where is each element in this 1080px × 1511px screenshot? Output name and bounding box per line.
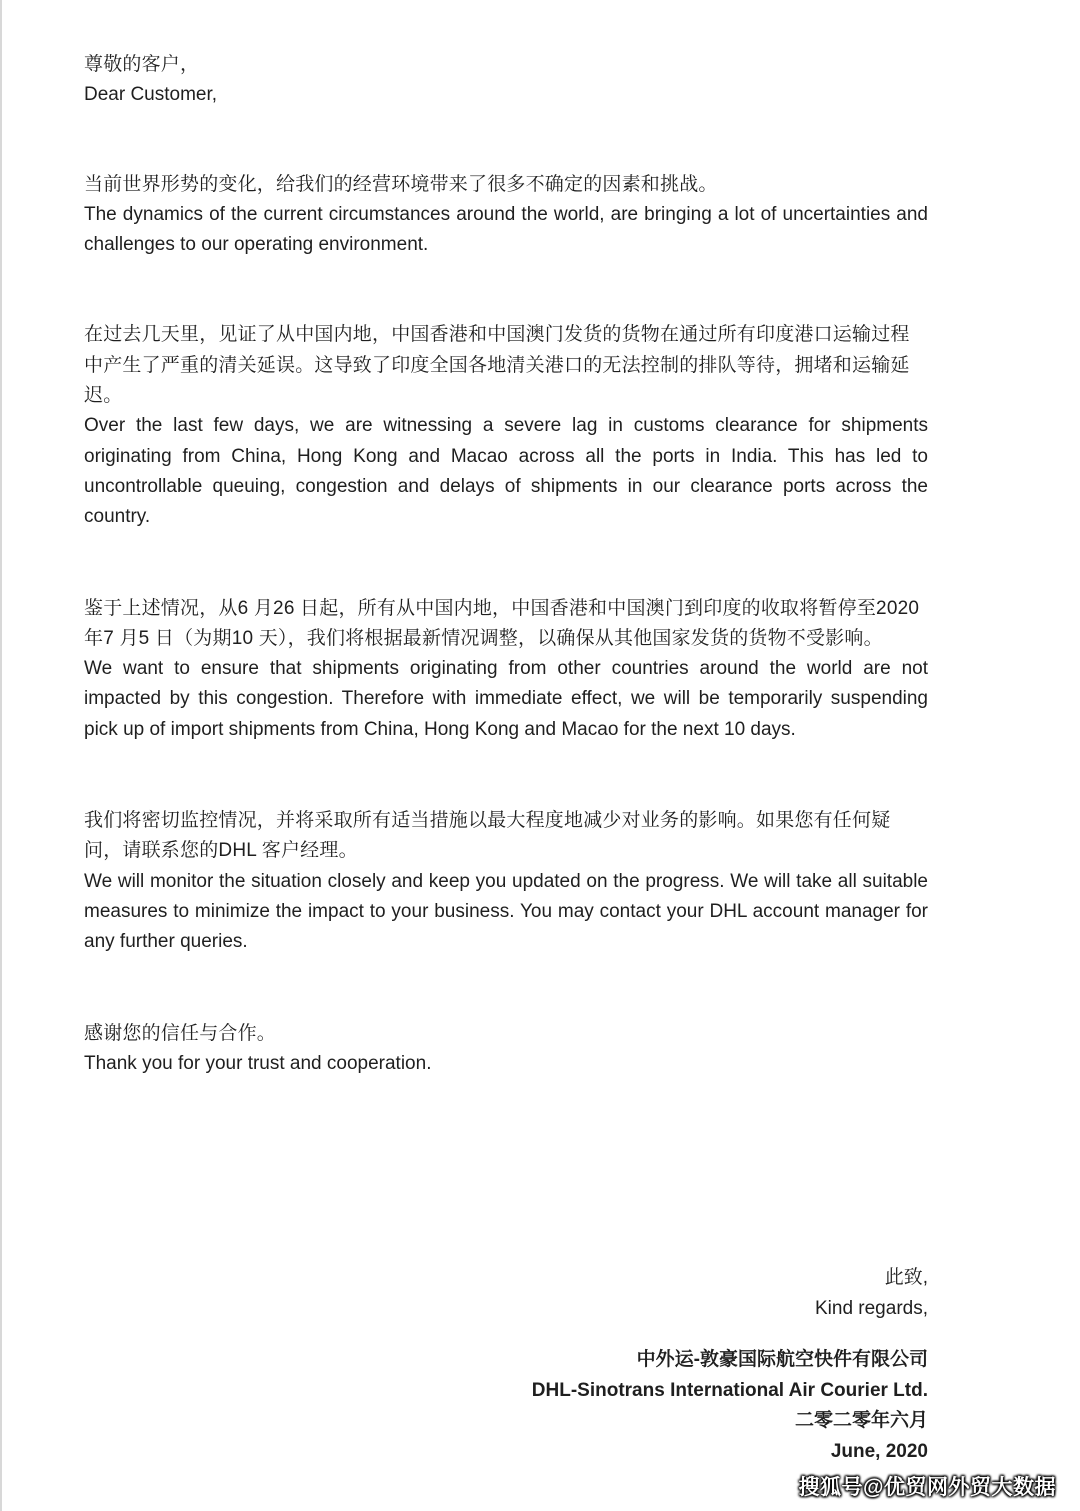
paragraph-en: Thank you for your trust and cooperation.: [84, 1052, 432, 1074]
paragraph-zh: 感谢您的信任与合作。: [84, 1022, 277, 1044]
date-en: June, 2020: [830, 1440, 928, 1462]
watermark: 搜狐号@优贸网外贸大数据: [798, 1476, 1056, 1499]
company-name-zh: 中外运-敦豪国际航空快件有限公司: [636, 1349, 928, 1370]
paragraph-customs-delay: [84, 320, 928, 532]
paragraph-en: The dynamics of the current circumstances around the world, are bringing a lot of uncertainties and challenges to our operating environment.: [84, 203, 928, 256]
greeting-zh: 尊敬的客户，: [84, 54, 200, 75]
paragraph-zh: 当前世界形势的变化，给我们的经营环境带来了很多不确定的因素和挑战。: [84, 173, 718, 195]
page-edge: [0, 0, 2, 1511]
signature-block: [532, 1345, 928, 1467]
greeting: [84, 50, 928, 111]
paragraph-monitoring: [84, 806, 928, 957]
paragraph-en: We will monitor the situation closely and keep you updated on the progress. We will take all suitable measures to minimize the impact to your business. You may contact your DHL account manager for any further queries.: [84, 870, 928, 953]
greeting-en: Dear Customer,: [84, 84, 218, 106]
company-name-en: DHL-Sinotrans International Air Courier Ltd.: [531, 1379, 928, 1401]
paragraph-thanks: [84, 1019, 928, 1080]
closing: [815, 1263, 928, 1324]
paragraph-en: We want to ensure that shipments originating from other countries around the world are not impacted by this congestion. Therefore with immediate effect, we will be temporarily suspending pick up of import shipments from China, Hong Kong and Macao for the next 10 days.: [84, 658, 928, 740]
date-zh: 二零二零年六月: [794, 1410, 928, 1431]
paragraph-circumstances: [84, 170, 928, 261]
closing-zh: 此致,: [884, 1267, 928, 1288]
paragraph-suspension: [84, 594, 928, 745]
closing-en: Kind regards,: [814, 1297, 928, 1319]
paragraph-zh: 鉴于上述情况，从6 月26 日起，所有从中国内地，中国香港和中国澳门到印度的收取将暂停至2020 年7 月5 日（为期10 天），我们将根据最新情况调整，以确保从其他国家发货的货物不受影响。: [84, 597, 920, 649]
paragraph-zh: 我们将密切监控情况，并将采取所有适当措施以最大程度地减少对业务的影响。如果您有任何疑问，请联系您的DHL 客户经理。: [84, 810, 891, 862]
letter-body: [84, 50, 928, 1079]
paragraph-zh: 在过去几天里，见证了从中国内地，中国香港和中国澳门发货的货物在通过所有印度港口运输过程中产生了严重的清关延误。这导致了印度全国各地清关港口的无法控制的排队等待，拥堵和运输延迟。: [84, 324, 910, 407]
paragraph-en: Over the last few days, we are witnessing a severe lag in customs clearance for shipments originating from China, Hong Kong and Macao across all the ports in India. This has led to uncontrollable queuing, congestion and delays of shipments in our clearance ports across the country.: [84, 415, 928, 528]
